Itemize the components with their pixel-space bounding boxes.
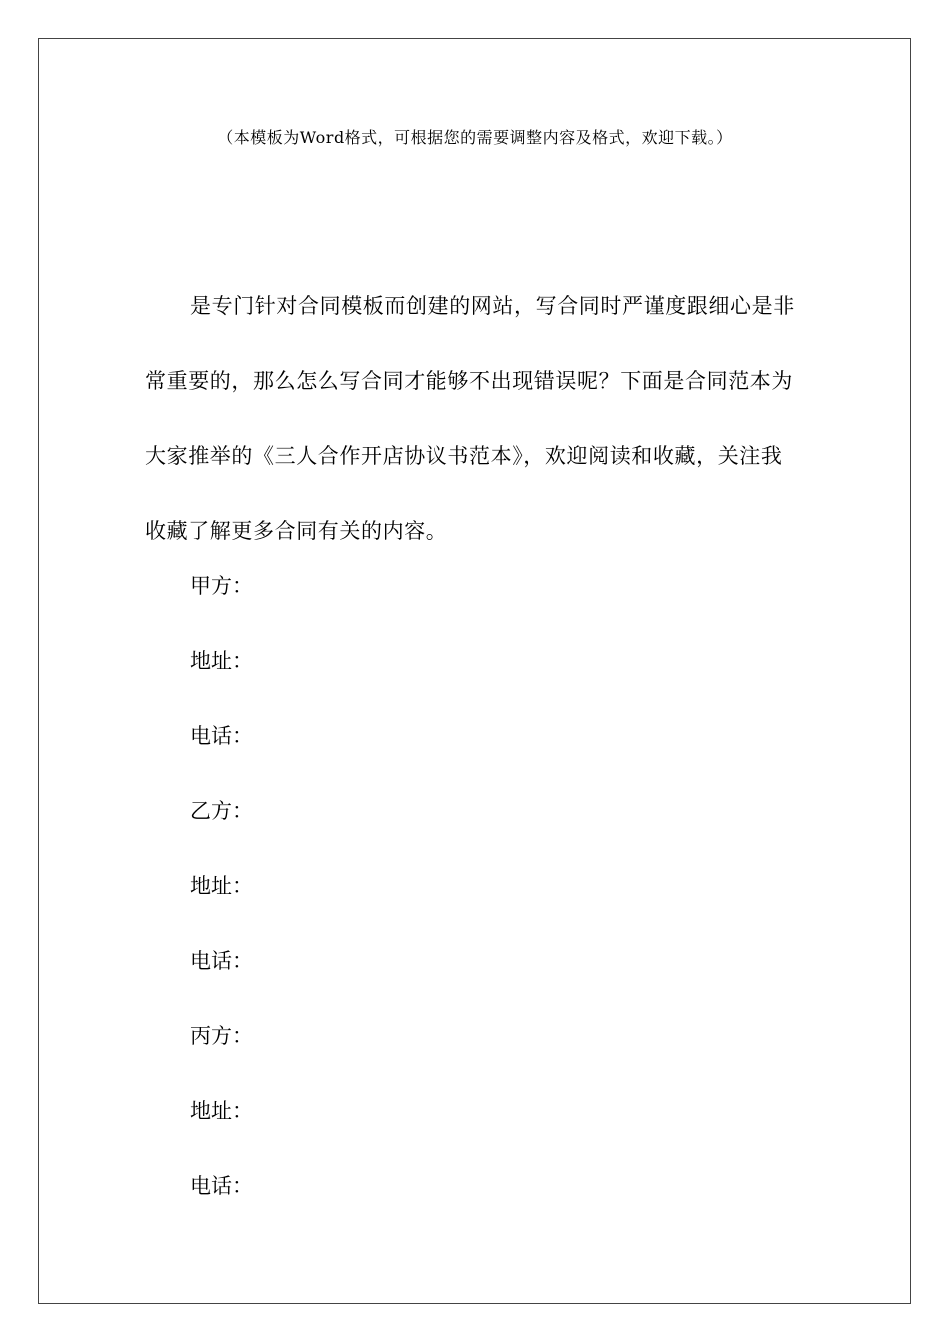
page-border bbox=[38, 38, 911, 1304]
party-a-label: 甲方： bbox=[190, 574, 253, 598]
party-b-label: 乙方： bbox=[190, 799, 253, 823]
party-c-address-label: 地址： bbox=[190, 1099, 253, 1123]
party-a-phone-label: 电话： bbox=[190, 724, 253, 748]
party-b-address-label: 地址： bbox=[190, 874, 253, 898]
party-b-phone-label: 电话： bbox=[190, 949, 253, 973]
party-fields bbox=[190, 566, 253, 1241]
party-c-phone-label: 电话： bbox=[190, 1174, 253, 1198]
intro-paragraph: 是专门针对合同模板而创建的网站，写合同时严谨度跟细心是非常重要的，那么怎么写合同才能够不出现错误呢？下面是合同范本为大家推举的《三人合作开店协议书范本》，欢迎阅读和收藏，关注我收藏了解更多合同有关的内容。 bbox=[145, 294, 795, 543]
party-a-address-label: 地址： bbox=[190, 649, 253, 673]
template-note: （本模板为Word格式，可根据您的需要调整内容及格式，欢迎下载。） bbox=[217, 128, 733, 147]
party-c-label: 丙方： bbox=[190, 1024, 253, 1048]
